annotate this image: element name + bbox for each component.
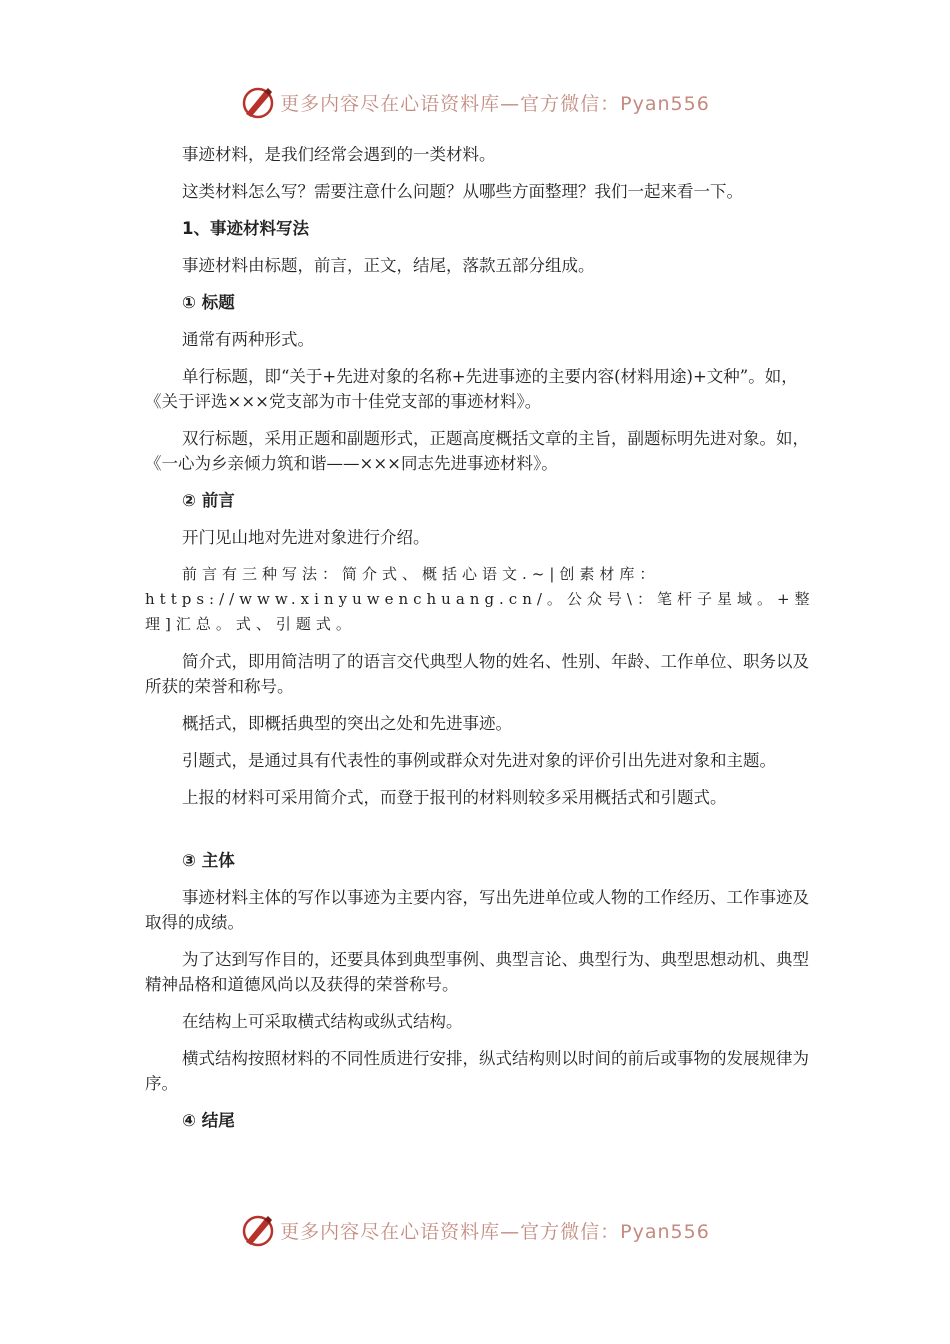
- banner-text: 更多内容尽在心语资料库—官方微信：Pyan556: [280, 1220, 710, 1243]
- header-banner: [0, 82, 950, 122]
- paragraph-watermarked: 前言有三种写法：简介式、概括心语文.~|创素材库：https://www.xinyuwenchuang.cn/。公众号\：笔杆子星域。+整理]汇总。式、引题式。: [145, 565, 815, 633]
- footer-banner: [0, 1210, 950, 1250]
- pen-logo-icon: [240, 84, 276, 120]
- paragraph: 事迹材料由标题，前言，正文，结尾，落款五部分组成。: [182, 256, 595, 275]
- document-body: [145, 142, 817, 1145]
- pen-logo-icon: [240, 1212, 276, 1248]
- paragraph: 单行标题，即“关于+先进对象的名称+先进事迹的主要内容(材料用途)+文种”。如，《关于评选×××党支部为市十佳党支部的事迹材料》。: [145, 367, 798, 411]
- paragraph: 简介式，即用简洁明了的语言交代典型人物的姓名、性别、年龄、工作单位、职务以及所获的荣誉和称号。: [145, 652, 809, 696]
- paragraph: 概括式，即概括典型的突出之处和先进事迹。: [182, 714, 512, 733]
- paragraph: 横式结构按照材料的不同性质进行安排，纵式结构则以时间的前后或事物的发展规律为序。: [145, 1049, 809, 1093]
- paragraph: 开门见山地对先进对象进行介绍。: [182, 528, 430, 547]
- paragraph: 为了达到写作目的，还要具体到典型事例、典型言论、典型行为、典型思想动机、典型精神品格和道德风尚以及获得的荣誉称号。: [145, 950, 809, 994]
- banner-text: 更多内容尽在心语资料库—官方微信：Pyan556: [280, 92, 710, 115]
- subsection-heading: ② 前言: [182, 491, 235, 510]
- subsection-heading: ④ 结尾: [182, 1111, 235, 1130]
- paragraph: 在结构上可采取横式结构或纵式结构。: [182, 1012, 463, 1031]
- subsection-heading: ① 标题: [182, 293, 235, 312]
- subsection-heading: ③ 主体: [182, 851, 235, 870]
- paragraph: 双行标题，采用正题和副题形式，正题高度概括文章的主旨，副题标明先进对象。如，《一心为乡亲倾力筑和谐——×××同志先进事迹材料》。: [145, 429, 809, 473]
- paragraph: 通常有两种形式。: [182, 330, 314, 349]
- paragraph: 事迹材料，是我们经常会遇到的一类材料。: [182, 145, 496, 164]
- paragraph: 上报的材料可采用简介式，而登于报刊的材料则较多采用概括式和引题式。: [182, 788, 727, 807]
- paragraph: 引题式，是通过具有代表性的事例或群众对先进对象的评价引出先进对象和主题。: [182, 751, 776, 770]
- section-heading: 1、事迹材料写法: [182, 219, 309, 238]
- paragraph: 事迹材料主体的写作以事迹为主要内容，写出先进单位或人物的工作经历、工作事迹及取得的成绩。: [145, 888, 809, 932]
- paragraph: 这类材料怎么写？需要注意什么问题？从哪些方面整理？我们一起来看一下。: [182, 182, 743, 201]
